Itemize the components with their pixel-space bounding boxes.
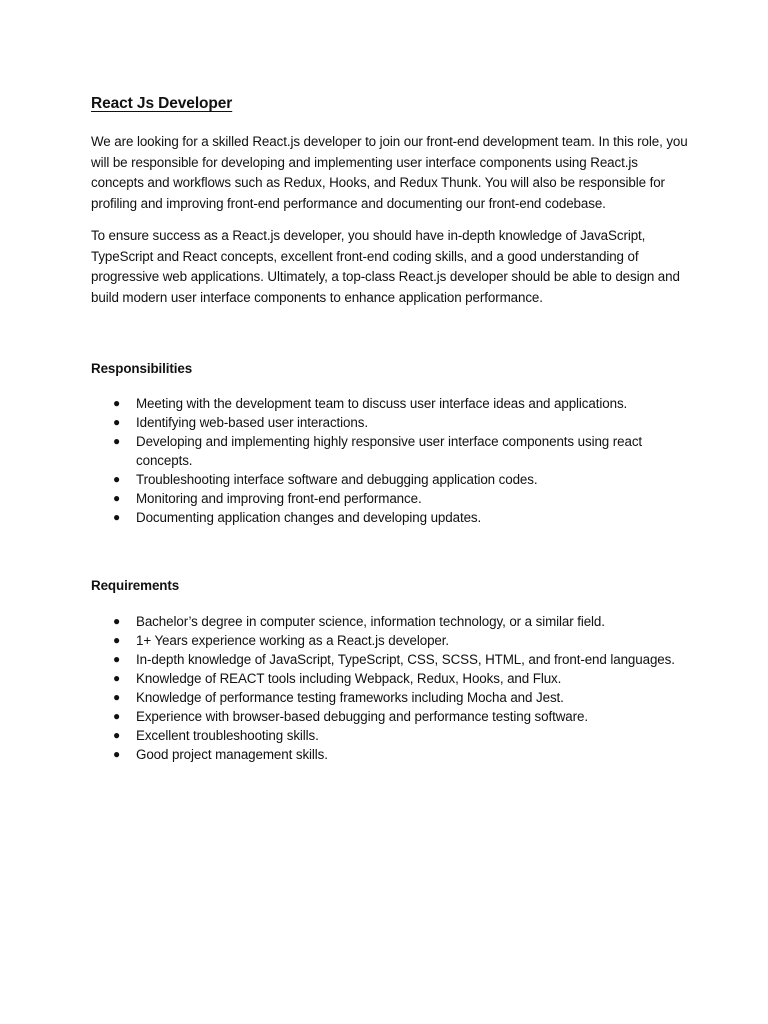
list-item-text: Identifying web-based user interactions.: [136, 415, 368, 430]
list-item: [113, 650, 691, 669]
list-item-text: In-depth knowledge of JavaScript, TypeScript, CSS, SCSS, HTML, and front-end languages.: [136, 652, 675, 667]
bullet-icon: ●: [113, 747, 121, 761]
list-item-text: Troubleshooting interface software and debugging application codes.: [136, 472, 538, 487]
bullet-icon: ●: [113, 491, 121, 505]
intro-paragraph: To ensure success as a React.js developer, you should have in-depth knowledge of JavaScript, TypeScript and React concepts, excellent front-end coding skills, and a good understanding of progressive web applications. Ultimately, a top-class React.js developer should be able to design and build modern user interface components to enhance application performance.: [91, 228, 680, 305]
intro-paragraph: We are looking for a skilled React.js developer to join our front-end development team. In this role, you will be responsible for developing and implementing user interface components using React.js concepts and workflows such as Redux, Hooks, and Redux Thunk. You will also be responsible for profiling and improving front-end performance and documenting our front-end codebase.: [91, 134, 688, 211]
list-item: [113, 688, 691, 707]
list-item-text: Good project management skills.: [136, 747, 328, 762]
bullet-icon: ●: [113, 614, 121, 628]
list-item: [113, 413, 691, 432]
list-item-text: Monitoring and improving front-end performance.: [136, 491, 422, 506]
list-item-text: Documenting application changes and developing updates.: [136, 510, 482, 525]
bullet-icon: ●: [113, 728, 121, 742]
list-item-text: Knowledge of REACT tools including Webpack, Redux, Hooks, and Flux.: [136, 671, 562, 686]
bullet-icon: ●: [113, 472, 121, 486]
bullet-icon: ●: [113, 396, 121, 410]
list-item: [113, 489, 691, 508]
bullet-icon: ●: [113, 709, 121, 723]
responsibilities-heading: Responsibilities: [91, 361, 193, 376]
responsibilities-list: [91, 394, 691, 527]
bullet-icon: ●: [113, 690, 121, 704]
document-title: React Js Developer: [91, 95, 233, 112]
list-item-text: Developing and implementing highly responsive user interface components using react concepts.: [136, 434, 643, 468]
bullet-icon: ●: [113, 510, 121, 524]
bullet-icon: ●: [113, 434, 121, 448]
list-item-text: 1+ Years experience working as a React.js developer.: [136, 633, 450, 648]
list-item-text: Experience with browser-based debugging and performance testing software.: [136, 709, 588, 724]
list-item: [113, 612, 691, 631]
list-item: [113, 669, 691, 688]
bullet-icon: ●: [113, 633, 121, 647]
requirements-heading: Requirements: [91, 578, 180, 593]
list-item-text: Excellent troubleshooting skills.: [136, 728, 319, 743]
requirements-list: [91, 612, 691, 764]
list-item: [113, 631, 691, 650]
document-page: [91, 93, 691, 764]
list-item-text: Knowledge of performance testing frameworks including Mocha and Jest.: [136, 690, 564, 705]
list-item: [113, 470, 691, 489]
list-item: [113, 508, 691, 527]
bullet-icon: ●: [113, 671, 121, 685]
list-item: [113, 745, 691, 764]
bullet-icon: ●: [113, 652, 121, 666]
list-item: [113, 726, 691, 745]
list-item-text: Meeting with the development team to discuss user interface ideas and applications.: [136, 396, 628, 411]
list-item: [113, 707, 691, 726]
bullet-icon: ●: [113, 415, 121, 429]
list-item: [113, 394, 691, 413]
list-item-text: Bachelor’s degree in computer science, information technology, or a similar field.: [136, 614, 605, 629]
list-item: [113, 432, 691, 470]
